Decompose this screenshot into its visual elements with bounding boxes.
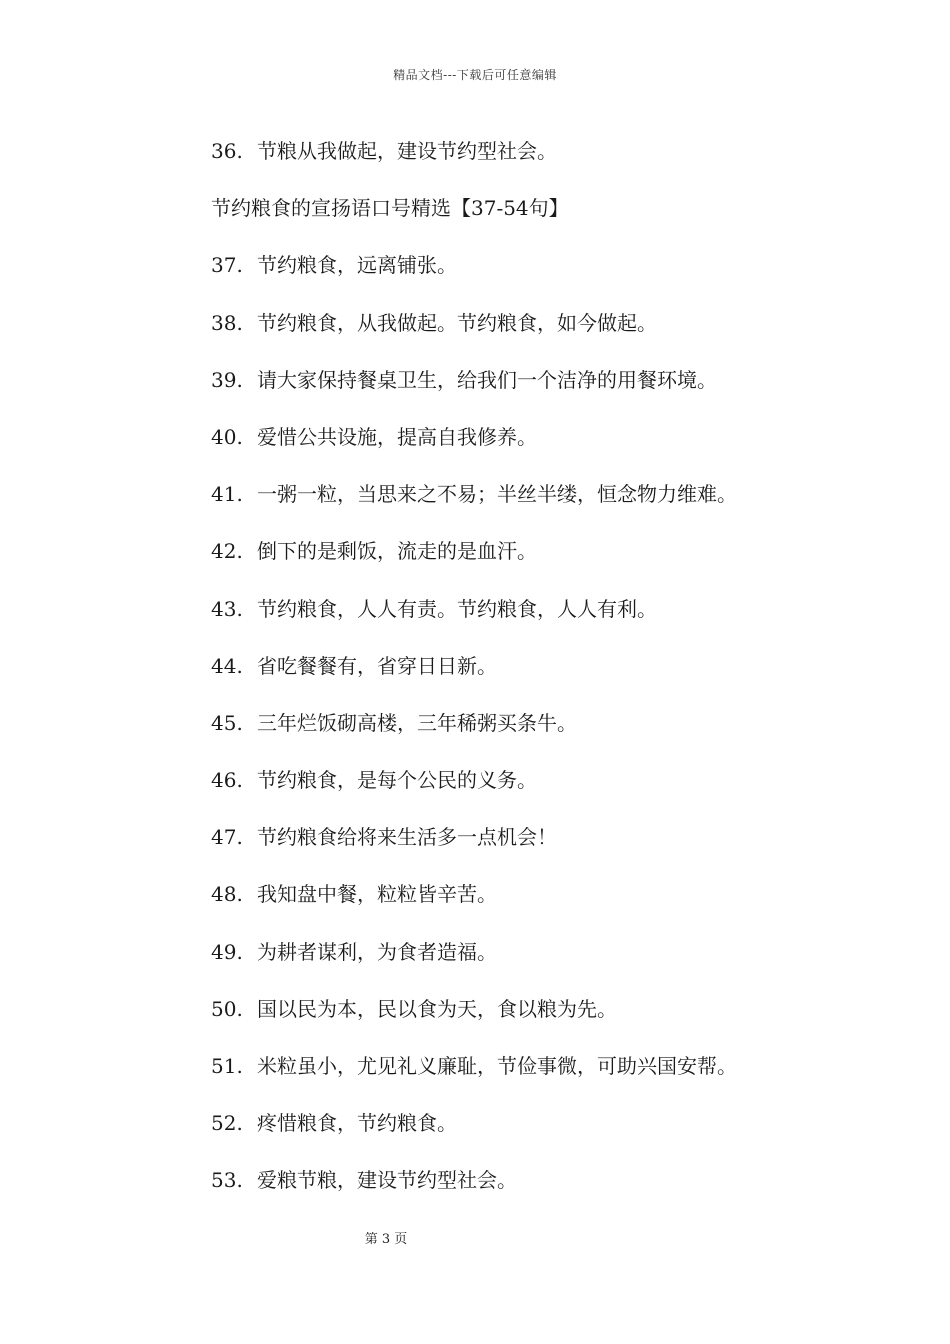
item-text: 节约粮食，远离铺张。 xyxy=(257,253,457,278)
list-item xyxy=(211,1049,871,1106)
list-item xyxy=(211,534,871,591)
page-header: 精品文档---下载后可任意编辑 xyxy=(393,68,557,82)
item-text: 节约粮食，是每个公民的义务。 xyxy=(257,768,537,793)
page-number: 第 3 页 xyxy=(364,1232,408,1247)
list-item xyxy=(211,649,871,706)
item-number: 48. xyxy=(211,882,243,907)
list-item xyxy=(211,1163,871,1220)
heading-text: 节约粮食的宣扬语口号精选【37-54句】 xyxy=(211,196,569,221)
item-number: 38. xyxy=(211,310,243,335)
list-item xyxy=(211,306,871,363)
item-text: 爱粮节粮，建设节约型社会。 xyxy=(257,1168,517,1193)
item-number: 50. xyxy=(211,996,243,1021)
item-number: 47. xyxy=(211,825,243,850)
item-text: 爱惜公共设施，提高自我修养。 xyxy=(257,424,537,449)
list-item xyxy=(211,134,871,191)
item-number: 53. xyxy=(211,1168,243,1193)
item-number: 36. xyxy=(211,139,243,163)
list-item xyxy=(211,248,871,305)
item-text: 米粒虽小，尤见礼义廉耻，节俭事微，可助兴国安帮。 xyxy=(257,1054,737,1078)
list-item xyxy=(211,477,871,534)
list-item xyxy=(211,363,871,420)
item-number: 46. xyxy=(211,768,243,793)
item-number: 45. xyxy=(211,710,243,735)
item-text: 一粥一粒，当思来之不易；半丝半缕，恒念物力维难。 xyxy=(257,482,737,507)
item-text: 节约粮食，从我做起。节约粮食，如今做起。 xyxy=(257,310,657,335)
list-item xyxy=(211,763,871,820)
document-body xyxy=(211,134,871,1221)
item-text: 节约粮食，人人有责。节约粮食，人人有利。 xyxy=(257,596,657,621)
item-number: 51. xyxy=(211,1054,243,1078)
item-text: 疼惜粮食，节约粮食。 xyxy=(257,1111,457,1136)
item-number: 41. xyxy=(211,482,243,507)
item-text: 我知盘中餐，粒粒皆辛苦。 xyxy=(257,882,497,907)
section-heading xyxy=(211,191,871,248)
list-item xyxy=(211,820,871,877)
item-number: 39. xyxy=(211,367,243,392)
item-number: 49. xyxy=(211,939,243,964)
item-text: 国以民为本，民以食为天，食以粮为先。 xyxy=(257,996,617,1021)
item-text: 为耕者谋利，为食者造福。 xyxy=(257,939,497,964)
item-text: 三年烂饭砌高楼，三年稀粥买条牛。 xyxy=(257,710,577,735)
item-text: 省吃餐餐有，省穿日日新。 xyxy=(257,653,497,678)
list-item xyxy=(211,592,871,649)
item-text: 节约粮食给将来生活多一点机会！ xyxy=(257,825,557,850)
item-text: 节粮从我做起，建设节约型社会。 xyxy=(257,139,557,163)
list-item xyxy=(211,935,871,992)
item-number: 44. xyxy=(211,653,243,678)
list-item xyxy=(211,877,871,934)
list-item xyxy=(211,420,871,477)
item-number: 52. xyxy=(211,1111,243,1136)
item-number: 40. xyxy=(211,424,243,449)
list-item xyxy=(211,706,871,763)
item-number: 37. xyxy=(211,253,243,278)
item-text: 倒下的是剩饭，流走的是血汗。 xyxy=(257,539,537,564)
item-number: 42. xyxy=(211,539,243,564)
list-item xyxy=(211,1106,871,1163)
list-item xyxy=(211,992,871,1049)
item-number: 43. xyxy=(211,596,243,621)
item-text: 请大家保持餐桌卫生，给我们一个洁净的用餐环境。 xyxy=(257,367,717,392)
